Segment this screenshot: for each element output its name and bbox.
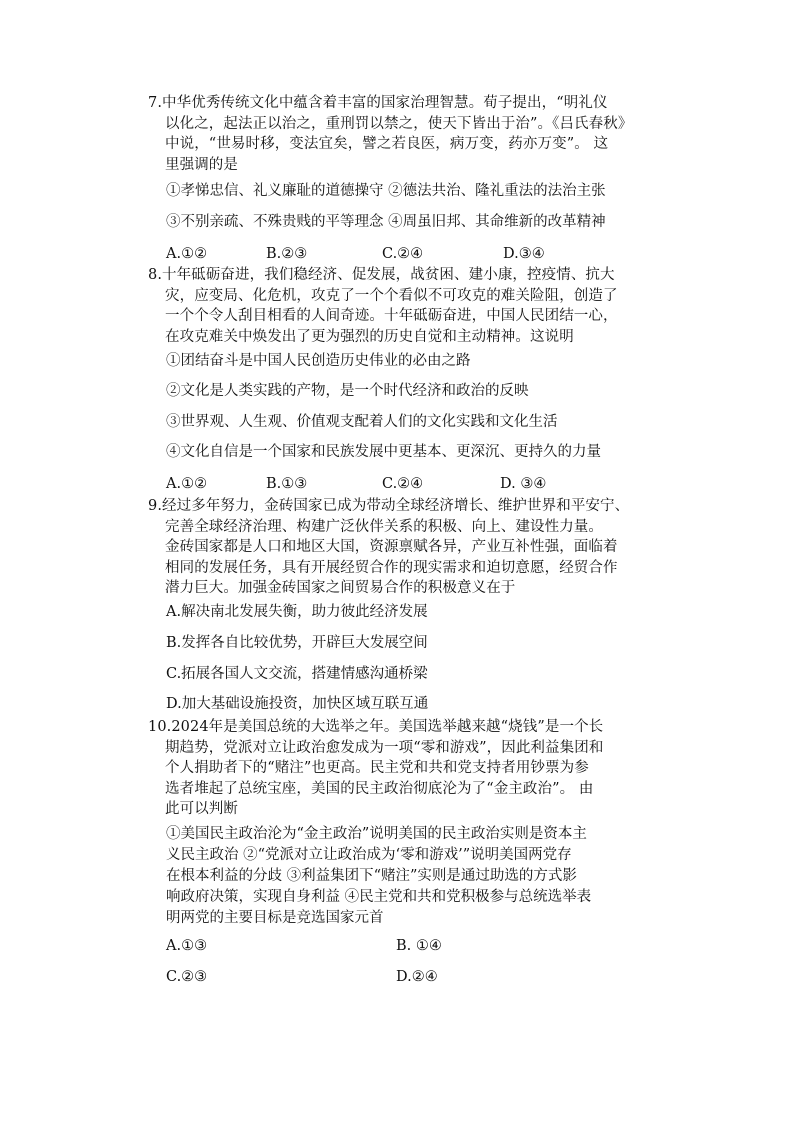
question-9-stem-line: 9.经过多年努力，金砖国家已成为带动全球经济增长、维护世界和平安宁、 xyxy=(148,498,630,514)
question-7-stem-line: 以化之，起法正以治之，重刑罚以禁之，使天下皆出于治”。《吕氏春秋》 xyxy=(165,115,633,132)
question-7-statement-line: ③不别亲疏、不殊贵贱的平等理念 ④周虽旧邦、其命维新的改革精神 xyxy=(166,214,606,230)
question-10-stem-line: 选者堆起了总统宝座，美国的民主政治彻底沦为了“金主政治”。 由 xyxy=(165,780,594,797)
question-8-choice-c: C.②④ xyxy=(382,476,424,492)
question-7-stem-line: 7.中华优秀传统文化中蕴含着丰富的国家治理智慧。荀子提出，“明礼仪 xyxy=(148,95,608,111)
question-9-stem-line: 金砖国家都是人口和地区大国，资源禀赋各异，产业互补性强，面临着 xyxy=(165,539,618,555)
question-10-statement-line: 明两党的主要目标是竞选国家元首 xyxy=(166,910,384,926)
question-7-statement-line: ①孝悌忠信、礼义廉耻的道德操守 ②德法共治、隆礼重法的法治主张 xyxy=(166,183,606,199)
question-10-choice-b: B. ①④ xyxy=(396,938,442,954)
question-7-choice-b: B.②③ xyxy=(266,246,308,262)
question-9-stem-line: 完善全球经济治理、构建广泛伙伴关系的积极、向上、建设性力量。 xyxy=(165,518,603,535)
question-8-stem-line: 灾，应变局、化危机，攻克了一个个看似不可攻克的难关险阻，创造了 xyxy=(165,287,618,304)
question-9-option-b: B.发挥各自比较优势，开辟巨大发展空间 xyxy=(166,635,428,651)
question-10-stem-line: 个人捐助者下的“赌注”也更高。民主党和共和党支持者用钞票为参 xyxy=(165,760,589,776)
question-8-stem-line: 8.十年砥砺奋进，我们稳经济、促发展，战贫困、建小康，控疫情、抗大 xyxy=(148,267,615,283)
question-9-option-d: D.加大基础设施投资，加快区域互联互通 xyxy=(166,696,429,712)
question-8-choice-d: D. ③④ xyxy=(500,476,547,492)
question-8-statement-line: ①团结奋斗是中国人民创造历史伟业的必由之路 xyxy=(166,353,471,369)
question-9-stem-line: 潜力巨大。加强金砖国家之间贸易合作的积极意义在于 xyxy=(165,580,516,596)
question-10-statement-line: 在根本利益的分歧 ③利益集团下“赌注”实则是通过助选的方式影 xyxy=(166,868,577,884)
question-8-stem-line: 在攻克难关中焕发出了更为强烈的历史自觉和主动精神。这说明 xyxy=(165,328,574,345)
question-10-stem-line: 期趋势，党派对立让政治愈发成为一项“零和游戏”，因此利益集团和 xyxy=(165,739,604,756)
question-10-stem-line: 10.2024年是美国总统的大选举之年。美国选举越来越“烧钱”是一个长 xyxy=(148,719,604,735)
question-8-statement-line: ④文化自信是一个国家和民族发展中更基本、更深沉、更持久的力量 xyxy=(166,444,601,460)
question-10-statement-line: ①美国民主政治沦为“金主政治”说明美国的民主政治实则是资本主 xyxy=(166,826,587,842)
question-10-statement-line: 响政府决策，实现自身利益 ④民主党和共和党积极参与总统选举表 xyxy=(166,889,592,905)
question-9-option-c: C.拓展各国人文交流，搭建情感沟通桥梁 xyxy=(166,666,428,682)
question-9-stem xyxy=(148,496,648,599)
question-10-choice-d: D.②④ xyxy=(396,969,438,985)
question-7-stem-line: 里强调的是 xyxy=(165,156,238,173)
question-8-choice-a: A.①② xyxy=(166,476,208,492)
question-10-stem-line: 此可以判断 xyxy=(165,801,238,817)
question-8-statement-line: ③世界观、人生观、价值观支配着人们的文化实践和文化生活 xyxy=(166,414,558,430)
question-7-stem xyxy=(148,93,648,175)
question-10-statement-line: 义民主政治 ②“党派对立让政治成为‘零和游戏’”说明美国两党存 xyxy=(166,847,572,863)
question-7-choice-c: C.②④ xyxy=(382,246,424,262)
question-8-stem xyxy=(148,265,648,347)
question-9-stem-line: 相同的发展任务，具有开展经贸合作的现实需求和迫切意愿，经贸合作 xyxy=(165,559,618,576)
question-7-stem-line: 中说，“世易时移，变法宜矣，譬之若良医，病万变，药亦万变”。 这 xyxy=(165,136,609,152)
question-10-stem xyxy=(148,717,648,820)
question-8-choice-b: B.①③ xyxy=(266,476,308,492)
question-7-choice-d: D.③④ xyxy=(503,246,545,262)
question-9-option-a: A.解决南北发展失衡，助力彼此经济发展 xyxy=(166,604,428,620)
question-8-statement-line: ②文化是人类实践的产物，是一个时代经济和政治的反映 xyxy=(166,383,529,399)
question-10-choice-a: A.①③ xyxy=(166,938,208,954)
question-7-choice-a: A.①② xyxy=(166,246,208,262)
question-10-choice-c: C.②③ xyxy=(166,969,208,985)
question-8-stem-line: 一个个令人刮目相看的人间奇迹。十年砥砺奋进，中国人民团结一心， xyxy=(165,308,618,324)
